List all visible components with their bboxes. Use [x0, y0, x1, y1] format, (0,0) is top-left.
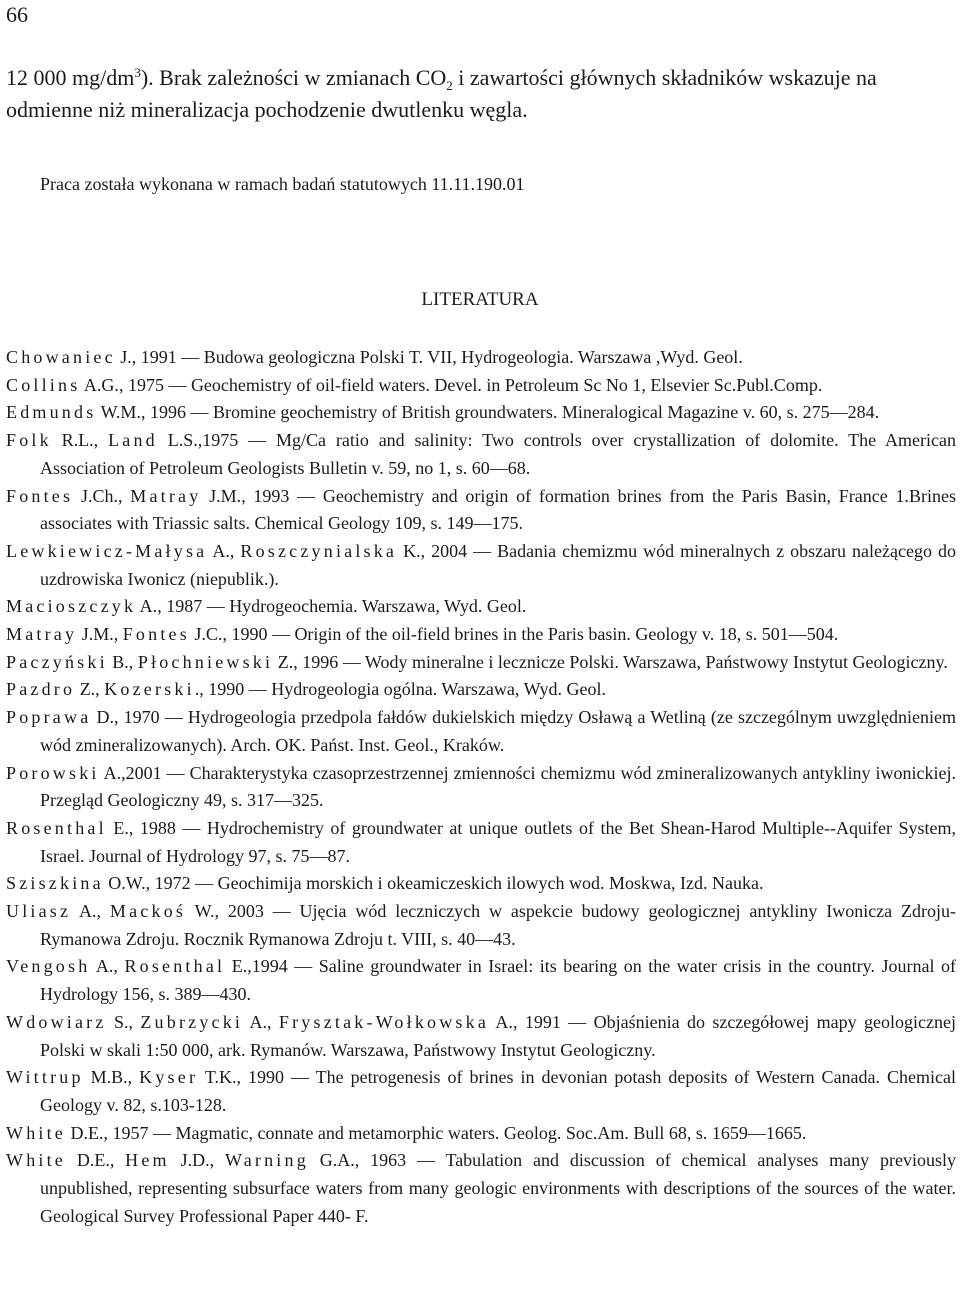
page-number: 66 [6, 2, 28, 27]
reference-item [6, 372, 956, 400]
reference-author-initials: W.M. [96, 402, 141, 423]
reference-author-name: Chowaniec [6, 347, 116, 367]
reference-list [6, 344, 956, 1231]
reference-author-initials: J.M. [201, 485, 242, 506]
reference-item [6, 1064, 956, 1119]
reference-text: ,1975 — Mg/Ca ratio and salinity: Two controls over crystallization of dolomite. The American Association of Petroleum Geologists Bulletin v. 59, no 1, s. 60—68. [40, 430, 956, 478]
reference-author-initials: A., [90, 956, 125, 977]
reference-text: , 1975 — Geochemistry of oil-field waters. Devel. in Petroleum Sc No 1, Elsevier Sc.Publ.Comp. [118, 374, 823, 395]
reference-author-initials: E. [225, 956, 248, 977]
reference-item [6, 815, 956, 870]
reference-text: , 1963 — Tabulation and discussion of chemical analyses many previously unpublished, representing subsurface waters from many geologic environments with descriptions of the sources of the water. Geological Survey Professional Paper 440- F. [40, 1150, 956, 1226]
reference-text: , 1957 — Magmatic, connate and metamorphic waters. Geolog. Soc.Am. Bull 68, s. 1659—1665. [103, 1122, 807, 1143]
reference-text: , 1996 — Bromine geochemistry of British groundwaters. Mineralogical Magazine v. 60, s. 275—284. [140, 402, 880, 423]
reference-item [6, 870, 956, 898]
reference-author-initials: O.W. [103, 873, 146, 894]
reference-item [6, 427, 956, 482]
reference-text: , 2003 — Ujęcia wód leczniczych w aspekcie budowy geologicznej antykliny Iwonicza Zdroju-Rymanowa Zdroju. Rocznik Rymanowa Zdroju t. VIII, s. 40—43. [40, 901, 956, 949]
reference-author-initials: D. [91, 707, 115, 728]
reference-item [6, 649, 956, 677]
reference-item [6, 538, 956, 593]
reference-author-name: White [6, 1122, 66, 1143]
reference-author-initials: R.L., [51, 430, 109, 451]
reference-author-name: Collins [6, 374, 81, 395]
reference-text: , 1988 — Hydrochemistry of groundwater at unique outlets of the Bet Shean-Harod Multiple--Aquifer System, Israel. Journal of Hydrology 97, s. 75—87. [40, 817, 956, 866]
reference-author-initials: B., [107, 651, 138, 672]
reference-author-name: Lewkiewicz-Małysa [6, 540, 208, 561]
reference-item [6, 953, 956, 1008]
reference-author-name: Kozerski [104, 679, 195, 700]
reference-author-initials: Z. [273, 651, 294, 672]
reference-author-initials: J. [115, 347, 132, 367]
reference-author-initials: D.E. [65, 1122, 104, 1143]
reference-author-name: Płochniewski [137, 651, 274, 672]
reference-author-name: Roszczynialska [240, 540, 398, 561]
reference-author-name: Fontes [6, 485, 74, 506]
reference-text: ., 1990 — Hydrogeologia ogólna. Warszawa, Wyd. Geol. [194, 679, 606, 700]
reference-author-initials: D.E., [65, 1150, 126, 1171]
reference-author-name: Matray [6, 624, 78, 645]
reference-author-initials: G.A. [308, 1150, 355, 1171]
reference-text: , 1972 — Geochimija morskich i okeamiczeskich ilowych wod. Moskwa, Izd. Nauka. [145, 873, 764, 894]
reference-author-initials: A., [71, 901, 110, 922]
reference-author-initials: Z., [75, 679, 105, 700]
reference-text: , 1991 — Objaśnienia do szczegółowej mapy geologicznej Polski w skali 1:50 000, ark. Rymanów. Warszawa, Państwowy Instytut Geologiczny. [40, 1011, 956, 1060]
reference-author-initials: J.Ch., [73, 485, 131, 506]
intro-text-1: 12 000 mg/dm [6, 65, 135, 90]
reference-item [6, 1147, 956, 1230]
reference-author-initials: A.G. [80, 374, 119, 395]
reference-author-initials: A. [99, 762, 122, 783]
reference-author-name: Uliasz [6, 901, 72, 922]
intro-paragraph [6, 62, 956, 126]
reference-text: ,2001 — Charakterystyka czasoprzestrzennej zmienności chemizmu wód zmineralizowanych antykliny iwonickiej. Przegląd Geologiczny 49, s. 317—325. [40, 762, 956, 811]
reference-author-name: Folk [6, 430, 52, 451]
reference-author-initials: E. [106, 817, 129, 838]
reference-item [6, 483, 956, 538]
reference-author-initials: K. [397, 540, 421, 561]
reference-author-initials: A., [243, 1011, 279, 1032]
reference-author-initials: T.K. [198, 1067, 237, 1088]
reference-item [6, 621, 956, 649]
reference-author-name: Pazdro [6, 679, 76, 700]
reference-author-name: Rosenthal [124, 956, 226, 977]
reference-author-name: Frysztak-Wołkowska [278, 1011, 490, 1032]
reference-text: , 2004 — Badania chemizmu wód mineralnych z obszaru należącego do uzdrowiska Iwonicz (niepublik.). [40, 540, 957, 589]
reference-author-name: Wittrup [6, 1067, 84, 1088]
reference-item [6, 760, 956, 815]
reference-author-initials: J.D., [169, 1150, 225, 1171]
literature-heading: LITERATURA [421, 289, 539, 310]
reference-item [6, 704, 956, 759]
intro-text-2: ). Brak zależności w zmianach CO [140, 65, 447, 90]
reference-author-initials: M.B., [83, 1067, 140, 1088]
reference-author-name: Mackoś [109, 901, 187, 922]
reference-item [6, 399, 956, 427]
reference-text: , 1993 — Geochemistry and origin of formation brines from the Paris Basin, France 1.Brines associates with Triassic salts. Chemical Geology 109, s. 149—175. [40, 485, 957, 534]
reference-author-name: Land [108, 430, 158, 451]
reference-author-name: Hem [125, 1150, 170, 1171]
reference-author-initials: S., [106, 1011, 141, 1032]
reference-author-name: Macioszczyk [6, 596, 137, 617]
reference-author-initials: J.C. [189, 624, 223, 645]
reference-author-name: Kyser [139, 1067, 199, 1088]
reference-author-name: Poprawa [6, 707, 92, 728]
reference-author-name: Vengosh [6, 956, 91, 977]
reference-text: , 1991 — Budowa geologiczna Polski T. VII, Hydrogeologia. Warszawa ,Wyd. Geol. [131, 347, 743, 367]
reference-author-initials: A. [489, 1011, 513, 1032]
reference-text: , 1987 — Hydrogeochemia. Warszawa, Wyd. Geol. [157, 596, 527, 617]
reference-item [6, 344, 956, 372]
reference-author-name: Fontes [122, 624, 190, 645]
reference-author-name: Matray [130, 485, 202, 506]
reference-author-name: White [6, 1150, 66, 1171]
reference-item [6, 676, 956, 704]
reference-author-name: Paczyński [6, 651, 108, 672]
reference-text: , 1996 — Wody mineralne i lecznicze Polski. Warszawa, Państwowy Instytut Geologiczny. [293, 651, 948, 672]
reference-author-initials: A., [207, 540, 241, 561]
reference-author-initials: L.S. [157, 430, 198, 451]
reference-text: ,1994 — Saline groundwater in Israel: its bearing on the water crisis in the country. Journal of Hydrology 156, s. 389—430. [40, 956, 957, 1005]
reference-author-initials: A. [136, 596, 158, 617]
reference-author-name: Zubrzycki [140, 1011, 244, 1032]
reference-text: , 1970 — Hydrogeologia przedpola fałdów dukielskich między Osławą a Wetliną (ze szczególnym uwzględnieniem wód zmineralizowanych). Arch. OK. Państ. Inst. Geol., Kraków. [40, 707, 956, 755]
reference-item [6, 593, 956, 621]
reference-author-name: Rosenthal [6, 817, 107, 838]
reference-author-initials: W. [186, 901, 215, 922]
reference-text: , 1990 — The petrogenesis of brines in devonian potash deposits of Western Canada. Chemical Geology v. 82, s.103-128. [40, 1067, 956, 1115]
reference-author-name: Sziszkina [6, 873, 104, 894]
intro-text-3: i zawartości głównych składników wskazuje na odmienne niż mineralizacja pochodzenie dwutlenku węgla. [6, 65, 877, 122]
reference-author-name: Porowski [6, 762, 100, 783]
intro-subscript: 2 [446, 78, 453, 93]
acknowledgement: Praca została wykonana w ramach badań statutowych 11.11.190.01 [40, 174, 525, 194]
reference-text: , 1990 — Origin of the oil-field brines in the Paris basin. Geology v. 18, s. 501—504. [222, 624, 839, 645]
reference-item [6, 1120, 956, 1148]
intro-superscript: 3 [134, 65, 141, 80]
reference-author-initials: J.M., [77, 624, 123, 645]
reference-item [6, 898, 956, 953]
reference-author-name: Warning [224, 1150, 309, 1171]
reference-author-name: Wdowiarz [6, 1011, 107, 1032]
reference-author-name: Edmunds [6, 402, 97, 423]
reference-item [6, 1009, 956, 1064]
